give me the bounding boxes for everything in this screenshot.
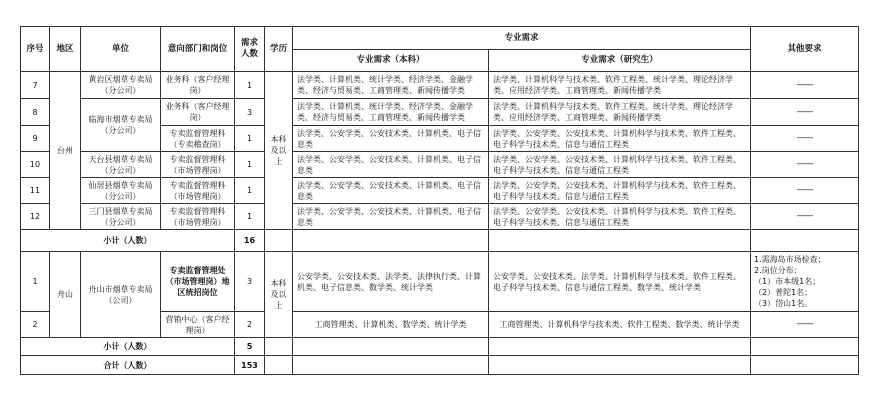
header-edu: 学历 [265,27,293,72]
row-major-undergrad: 法学类、计算机类、统计学类、经济学类、金融学类、经济与贸易类、工商管理类、新闻传播学类 [293,72,489,99]
table-row [21,72,859,99]
subtotal-label: 小计（人数） [21,230,235,252]
row-seq: 1 [21,252,50,312]
row-other: —— [751,312,859,338]
header-dept: 意向部门和岗位 [161,27,235,72]
row-major-undergrad: 法学类、公安学类、公安技术类、计算机类、电子信息类 [293,178,489,204]
empty-cell [751,338,859,356]
table-row [21,178,859,204]
empty-cell [265,230,293,252]
header-unit: 单位 [81,27,161,72]
area-cell-zhoushan: 舟山 [50,252,81,338]
row-other: —— [751,72,859,99]
row-dept: 营销中心（客户经理岗） [161,312,235,338]
row-count: 3 [235,252,265,312]
table-row [21,252,859,312]
row-dept: 专卖监督管理科（市场管理岗） [161,178,235,204]
other-line: （2）普陀1名； [754,288,813,297]
row-major-undergrad: 法学类、公安学类、公安技术类、计算机类、电子信息类 [293,204,489,230]
row-count: 1 [235,126,265,152]
row-count: 3 [235,99,265,126]
header-count: 需求人数 [235,27,265,72]
row-count: 1 [235,72,265,99]
row-unit: 黄岩区烟草专卖局（分公司） [81,72,161,99]
subtotal-row-zhoushan [21,338,859,356]
row-dept: 专卖监督管理科（市场管理岗） [161,152,235,178]
empty-cell [751,356,859,375]
row-count: 2 [235,312,265,338]
row-dept: 业务科（客户经理岗） [161,72,235,99]
row-unit: 仙居县烟草专卖局（分公司） [81,178,161,204]
row-other: —— [751,99,859,126]
row-dept: 业务科（客户经理岗） [161,99,235,126]
total-row [21,356,859,375]
row-seq: 11 [21,178,50,204]
other-line: （1）市本级1名； [754,277,821,286]
row-seq: 9 [21,126,50,152]
row-major-postgrad: 公安学类、公安技术类、法学类、计算机科学与技术类、软件工程类、电子科学与技术类、信息与通信工程类、数学类、统计学类 [489,252,751,312]
row-other: —— [751,204,859,230]
row-other-list [751,252,859,312]
table-row [21,204,859,230]
row-major-postgrad: 法学类、公安学类、公安技术类、计算机科学与技术类、软件工程类、电子科学与技术类、信息与通信工程类 [489,126,751,152]
empty-cell [265,356,293,375]
row-seq: 2 [21,312,50,338]
header-major-postgrad: 专业需求（研究生） [489,50,751,72]
total-label: 合计（人数） [21,356,235,375]
row-major-undergrad: 工商管理类、计算机类、数学类、统计学类 [293,312,489,338]
row-major-postgrad: 法学类、计算机科学与技术类、软件工程类、统计学类、理论经济学类、应用经济学类、工商管理类、新闻传播学类 [489,99,751,126]
row-dept: 专卖监督管理科（专卖稽查岗） [161,126,235,152]
row-unit: 三门县烟草专卖局（分公司） [81,204,161,230]
empty-cell [293,338,489,356]
header-other: 其他要求 [751,27,859,72]
row-other: —— [751,178,859,204]
subtotal-label: 小计（人数） [21,338,235,356]
empty-cell [751,230,859,252]
row-count: 1 [235,178,265,204]
row-unit: 舟山市烟草专卖局（公司） [81,252,161,338]
empty-cell [293,230,489,252]
header-major-undergrad: 专业需求（本科） [293,50,489,72]
row-major-postgrad: 法学类、公安学类、公安技术类、计算机科学与技术类、软件工程类、电子科学与技术类、信息与通信工程类 [489,204,751,230]
edu-cell-taizhou: 本科及以上 [265,72,293,230]
table-row [21,99,859,126]
row-seq: 12 [21,204,50,230]
row-unit: 临海市烟草专卖局（分公司） [81,99,161,152]
edu-cell-zhoushan: 本科及以上 [265,252,293,338]
row-other: —— [751,126,859,152]
row-major-postgrad: 工商管理类、计算机科学与技术类、软件工程类、数学类、统计学类 [489,312,751,338]
recruitment-table [20,26,859,375]
empty-cell [489,230,751,252]
table-row [21,152,859,178]
area-cell-taizhou: 台州 [50,72,81,230]
empty-cell [265,338,293,356]
header-row-1 [21,27,859,50]
header-seq: 序号 [21,27,50,72]
subtotal-row-taizhou [21,230,859,252]
other-line: 1.需海岛市场检查； [754,255,826,264]
other-line: （3）岱山1名。 [754,299,813,308]
empty-cell [489,356,751,375]
row-major-undergrad: 公安学类、公安技术类、法学类、法律执行类、计算机类、电子信息类、数学类、统计学类 [293,252,489,312]
row-major-undergrad: 法学类、计算机类、统计学类、经济学类、金融学类、经济与贸易类、工商管理类、新闻传播学类 [293,99,489,126]
row-seq: 7 [21,72,50,99]
row-count: 1 [235,152,265,178]
subtotal-value: 16 [235,230,265,252]
row-count: 1 [235,204,265,230]
other-line: 2.岗位分布： [754,266,802,275]
empty-cell [489,338,751,356]
header-area: 地区 [50,27,81,72]
subtotal-value: 5 [235,338,265,356]
row-major-undergrad: 法学类、公安学类、公安技术类、计算机类、电子信息类 [293,126,489,152]
row-dept: 专卖监督管理科（市场管理岗） [161,204,235,230]
row-major-undergrad: 法学类、公安学类、公安技术类、计算机类、电子信息类 [293,152,489,178]
row-major-postgrad: 法学类、公安学类、公安技术类、计算机科学与技术类、软件工程类、电子科学与技术类、信息与通信工程类 [489,152,751,178]
header-major: 专业需求 [293,27,751,50]
row-seq: 10 [21,152,50,178]
row-other: —— [751,152,859,178]
recruitment-table-sheet [20,26,859,375]
row-seq: 8 [21,99,50,126]
empty-cell [293,356,489,375]
row-unit: 天台县烟草专卖局（分公司） [81,152,161,178]
row-major-postgrad: 法学类、公安学类、公安技术类、计算机科学与技术类、软件工程类、电子科学与技术类、信息与通信工程类 [489,178,751,204]
row-dept: 专卖监督管理处（市场管理岗）地区统招岗位 [161,252,235,312]
row-major-postgrad: 法学类、计算机科学与技术类、软件工程类、统计学类、理论经济学类、应用经济学类、工商管理类、新闻传播学类 [489,72,751,99]
total-value: 153 [235,356,265,375]
